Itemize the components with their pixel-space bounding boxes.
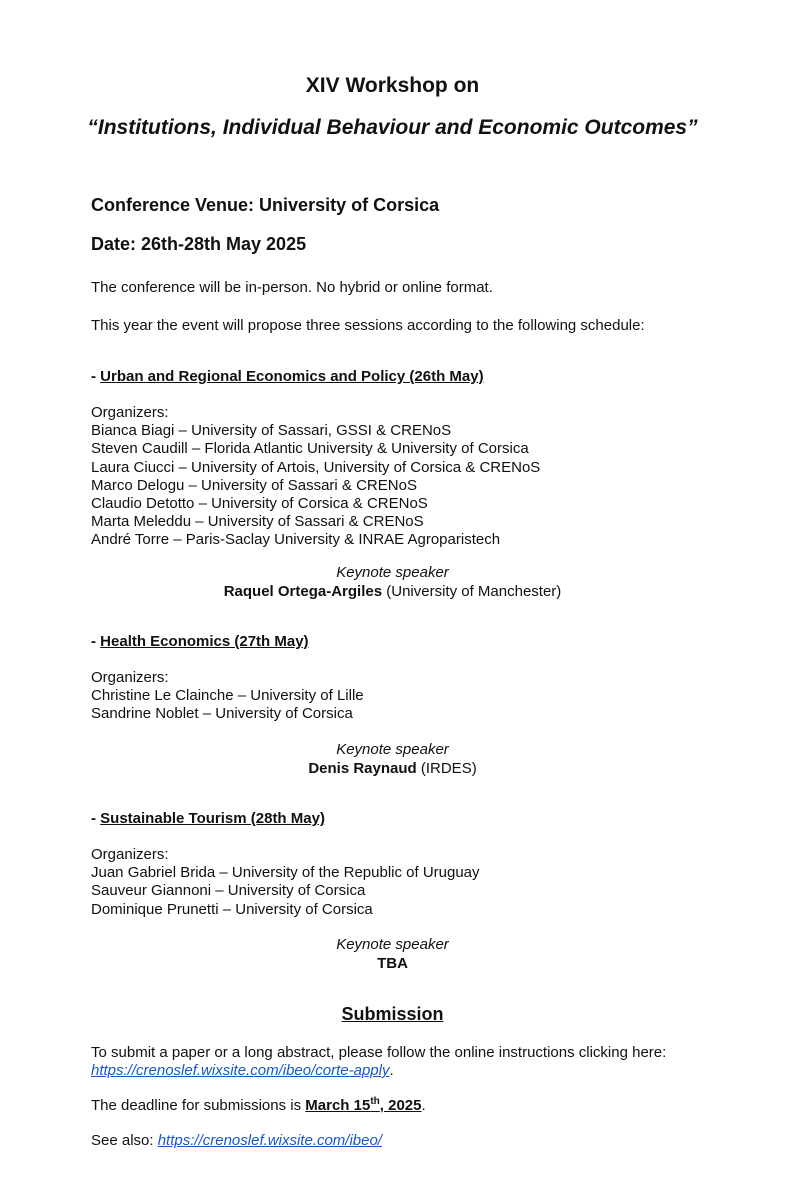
submission-link-line bbox=[91, 1062, 394, 1079]
deadline-suffix: . bbox=[421, 1097, 426, 1114]
keynote-urban bbox=[0, 563, 785, 601]
organizer-item: Marta Meleddu – University of Sassari & CRENoS bbox=[91, 513, 424, 531]
venue-heading: Conference Venue: University of Corsica bbox=[91, 195, 440, 215]
organizers-list-tourism bbox=[91, 846, 480, 919]
organizer-item: Laura Ciucci – University of Artois, University of Corsica & CRENoS bbox=[91, 458, 541, 476]
session-dash: - bbox=[91, 633, 101, 650]
schedule-intro: This year the event will propose three sessions according to the following schedule: bbox=[91, 317, 645, 334]
session-dash: - bbox=[91, 368, 101, 385]
keynote-name: Raquel Ortega-Argiles bbox=[223, 583, 383, 600]
organizer-item: Claudio Detotto – University of Corsica & CRENoS bbox=[91, 495, 428, 513]
submission-instructions: To submit a paper or a long abstract, please follow the online instructions clicking here: bbox=[91, 1044, 667, 1061]
organizer-item: Juan Gabriel Brida – University of the Republic of Uruguay bbox=[91, 864, 480, 882]
organizer-item: Bianca Biagi – University of Sassari, GSSI & CRENoS bbox=[91, 422, 452, 440]
apply-suffix: . bbox=[389, 1062, 394, 1079]
deadline-month: March 15 bbox=[305, 1097, 371, 1114]
format-note: The conference will be in-person. No hybrid or online format. bbox=[91, 279, 493, 296]
organizers-label: Organizers: bbox=[91, 669, 169, 686]
see-also-line bbox=[91, 1132, 382, 1149]
organizer-item: Sandrine Noblet – University of Corsica bbox=[91, 705, 353, 723]
keynote-health bbox=[0, 740, 785, 778]
see-also-label: See also: bbox=[91, 1132, 158, 1149]
date-heading: Date: 26th-28th May 2025 bbox=[91, 234, 307, 254]
organizer-item: André Torre – Paris-Saclay University & INRAE Agroparistech bbox=[91, 531, 501, 549]
session-title-urban bbox=[91, 368, 484, 385]
deadline-year: , 2025 bbox=[379, 1097, 422, 1114]
keynote-name: Denis Raynaud bbox=[308, 760, 417, 777]
organizer-item: Marco Delogu – University of Sassari & CRENoS bbox=[91, 476, 417, 494]
organizer-item: Steven Caudill – Florida Atlantic University & University of Corsica bbox=[91, 440, 529, 458]
keynote-label: Keynote speaker bbox=[336, 741, 449, 758]
keynote-affiliation: (IRDES) bbox=[416, 760, 477, 777]
deadline-sup: th bbox=[370, 1096, 380, 1107]
session-title-tourism bbox=[91, 810, 325, 827]
see-also-link[interactable]: https://crenoslef.wixsite.com/ibeo/ bbox=[157, 1132, 382, 1149]
organizer-item: Dominique Prunetti – University of Corsica bbox=[91, 900, 373, 918]
keynote-tourism bbox=[0, 935, 785, 973]
apply-link[interactable]: https://crenoslef.wixsite.com/ibeo/corte-apply bbox=[91, 1062, 390, 1079]
organizers-label: Organizers: bbox=[91, 846, 169, 863]
keynote-label: Keynote speaker bbox=[336, 936, 449, 953]
organizers-label: Organizers: bbox=[91, 404, 169, 421]
deadline-prefix: The deadline for submissions is bbox=[91, 1097, 306, 1114]
session-title-text: Urban and Regional Economics and Policy (26th May) bbox=[100, 368, 484, 385]
submission-heading: Submission bbox=[341, 1004, 444, 1024]
organizer-item: Christine Le Clainche – University of Lille bbox=[91, 687, 364, 705]
keynote-name: TBA bbox=[377, 955, 408, 972]
keynote-label: Keynote speaker bbox=[336, 564, 449, 581]
page-subtitle: “Institutions, Individual Behaviour and Economic Outcomes” bbox=[87, 116, 698, 139]
organizer-item: Sauveur Giannoni – University of Corsica bbox=[91, 882, 366, 900]
session-dash: - bbox=[91, 810, 101, 827]
organizers-list-urban bbox=[91, 404, 540, 550]
page-title: XIV Workshop on bbox=[305, 74, 480, 97]
session-title-text: Sustainable Tourism (28th May) bbox=[100, 810, 325, 827]
session-title-health bbox=[91, 633, 309, 650]
organizers-list-health bbox=[91, 669, 364, 724]
session-title-text: Health Economics (27th May) bbox=[100, 633, 309, 650]
deadline-line bbox=[91, 1097, 426, 1114]
keynote-affiliation: (University of Manchester) bbox=[382, 583, 562, 600]
